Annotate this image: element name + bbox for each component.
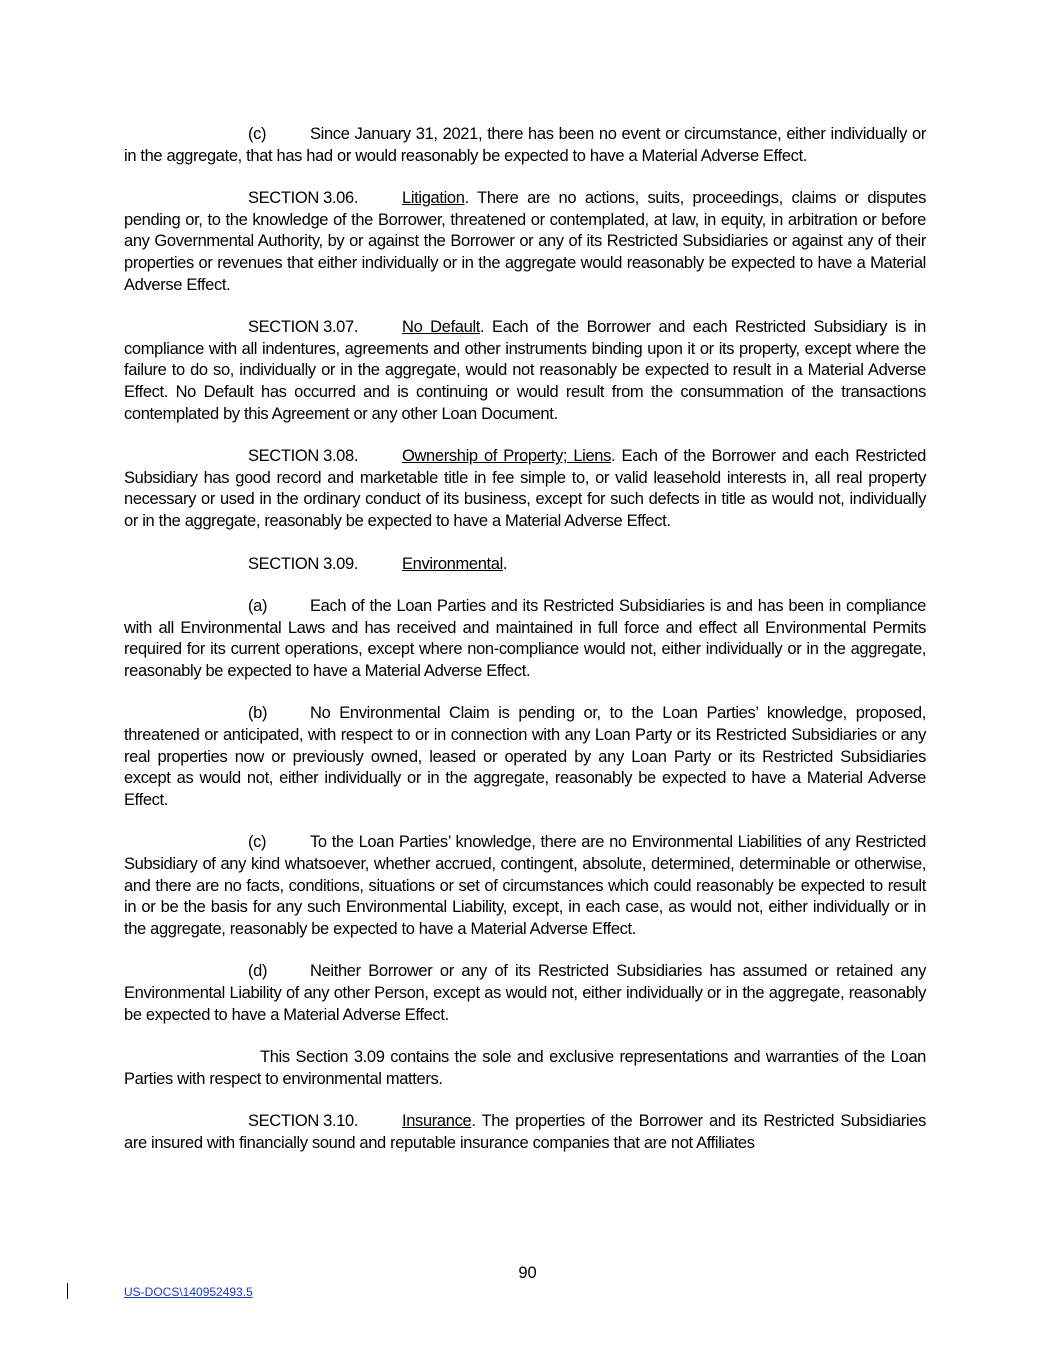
clause-text: No Environmental Claim is pending or, to the Loan Parties’ knowledge, proposed, threatened or anticipated, with respect to or in connection with any Loan Party or its Restricted Subsidiaries or any real properties now or previously owned, leased or operated by any Loan Party or its Restricted Subsidiaries except as would not, either individually or in the aggregate, reasonably be expected to have a Material Adverse Effect. — [124, 704, 926, 809]
section-number: SECTION 3.10. — [248, 1112, 359, 1131]
section-text: . There are no actions, suits, proceedings, claims or disputes pending or, to the knowledge of the Borrower, threatened or contemplated, at law, in equity, in arbitration or before any Governmental Authority, by or against the Borrower or any of its Restricted Subsidiaries or against any of their properties or revenues that either individually or in the aggregate would reasonably be expected to have a Material Adverse Effect. — [124, 189, 926, 294]
clause-text: Since January 31, 2021, there has been no event or circumstance, either individually or in the aggregate, that has had or would reasonably be expected to have a Material Adverse Effect. — [124, 125, 926, 165]
section-number: SECTION 3.07. — [248, 318, 359, 337]
paragraph-c-environmental-liabilities — [124, 832, 926, 940]
page-number: 90 — [518, 1264, 537, 1282]
section-number: SECTION 3.06. — [248, 189, 359, 208]
section-text: . Each of the Borrower and each Restricted Subsidiary has good record and marketable title in fee simple to, or valid leasehold interests in, all real property necessary or used in the ordinary conduct of its business, except for such defects in title as would not, individually or in the aggregate, reasonably be expected to have a Material Adverse Effect. — [124, 447, 926, 530]
change-bar — [67, 1283, 68, 1299]
clause-label: (d) — [248, 962, 268, 981]
section-3-06 — [124, 188, 926, 296]
paragraph-sole-representations — [124, 1047, 926, 1090]
section-3-08 — [124, 446, 926, 532]
section-3-09 — [124, 554, 926, 576]
paragraph-c-material-adverse — [124, 124, 926, 167]
paragraph-d-assumed-liability — [124, 961, 926, 1026]
section-heading: Litigation — [402, 189, 465, 208]
section-heading: Ownership of Property; Liens — [402, 447, 612, 466]
clause-label: (a) — [248, 597, 268, 616]
section-number: SECTION 3.09. — [248, 554, 359, 573]
clause-label: (c) — [248, 833, 267, 852]
clause-text: Each of the Loan Parties and its Restricted Subsidiaries is and has been in compliance with all Environmental Laws and has received and maintained in full force and effect all Environmental Permits required for its current operations, except where non-compliance would not, either individually or in the aggregate, reasonably be expected to have a Material Adverse Effect. — [124, 597, 926, 680]
paragraph-b-environmental-claim — [124, 703, 926, 811]
paragraph-a-environmental-compliance — [124, 596, 926, 682]
clause-text: Neither Borrower or any of its Restricted Subsidiaries has assumed or retained any Environmental Liability of any other Person, except as would not, either individually or in the aggregate, reasonably be expected to have a Material Adverse Effect. — [124, 962, 926, 1024]
section-heading: Insurance — [402, 1112, 472, 1131]
clause-label: (c) — [248, 125, 267, 143]
section-text: . Each of the Borrower and each Restricted Subsidiary is in compliance with all indentures, agreements and other instruments binding upon it or its property, except where the failure to do so, individually or in the aggregate, would not reasonably be expected to result in a Material Adverse Effect. No Default has occurred and is continuing or would result from the consummation of the transactions contemplated by this Agreement or any other Loan Document. — [124, 318, 926, 423]
section-3-10 — [124, 1111, 926, 1154]
clause-label: (b) — [248, 704, 268, 723]
section-text: . — [502, 554, 508, 573]
section-text: . The properties of the Borrower and its Restricted Subsidiaries are insured with financially sound and reputable insurance companies that are not Affiliates — [124, 1112, 926, 1152]
paragraph-text: This Section 3.09 contains the sole and exclusive representations and warranties of the Loan Parties with respect to environmental matters. — [124, 1048, 926, 1088]
footer-document-reference[interactable]: US-DOCS\140952493.5 — [124, 1285, 253, 1299]
section-heading: No Default — [402, 318, 481, 337]
clause-text: To the Loan Parties’ knowledge, there are no Environmental Liabilities of any Restricted Subsidiary of any kind whatsoever, whether accrued, contingent, absolute, determined, determinable or otherwise, and there are no facts, conditions, situations or set of circumstances which could reasonably be expected to result in or be the basis for any such Environmental Liability, except, in each case, as would not, either individually or in the aggregate, reasonably be expected to have a Material Adverse Effect. — [124, 833, 926, 938]
document-body — [124, 124, 926, 1176]
section-number: SECTION 3.08. — [248, 447, 359, 466]
section-heading: Environmental — [402, 554, 503, 573]
section-3-07 — [124, 317, 926, 425]
